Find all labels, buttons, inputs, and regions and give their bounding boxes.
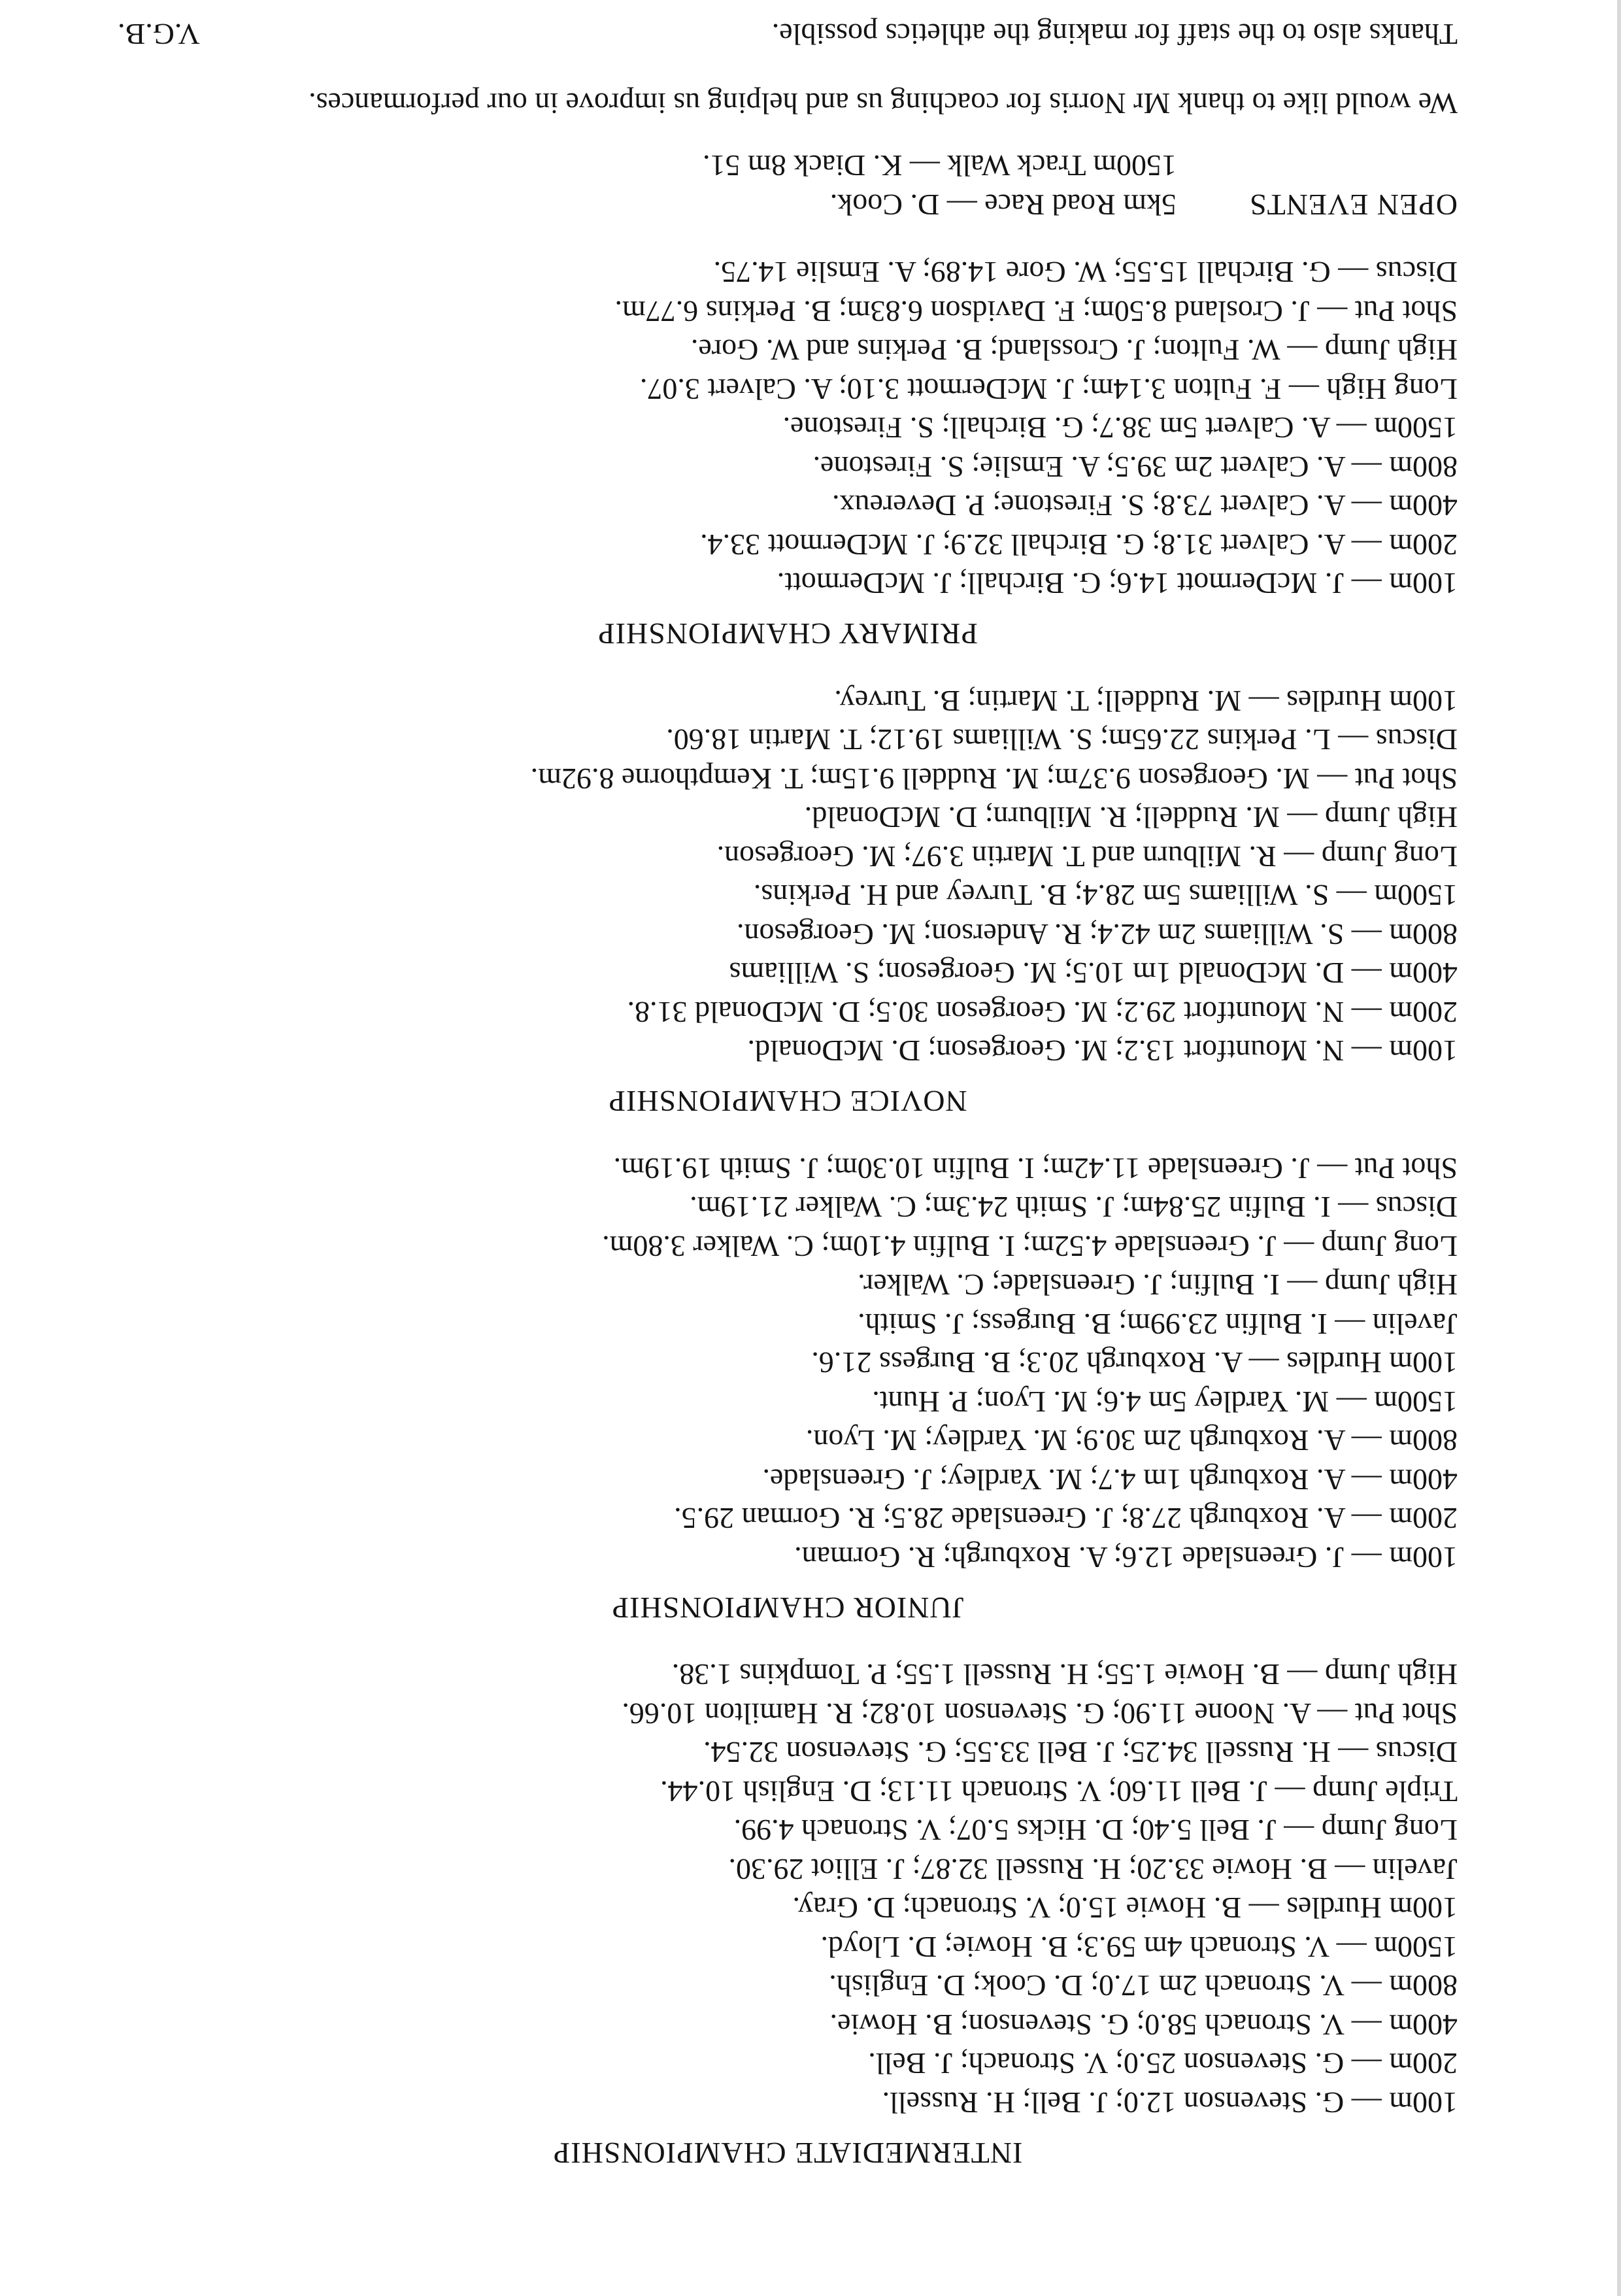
section-title: PRIMARY CHAMPIONSHIP (597, 617, 978, 651)
result-line: Long Jump — J. Greenslade 4.52m; I. Bulfin 4.10m; C. Walker 3.80m. (602, 1230, 1458, 1263)
result-line: 100m Hurdles — B. Howie 15.0; V. Stronach; D. Gray. (792, 1891, 1458, 1925)
result-line: Discus — I. Bulfin 25.84m; J. Smith 24.3m; C. Walker 21.19m. (690, 1190, 1458, 1224)
result-line: 200m — A. Roxburgh 27.8; J. Greenslade 28.5; R. Gorman 29.5. (674, 1502, 1458, 1536)
result-line: Discus — G. Birchall 15.55; W. Gore 14.89; A. Emslie 14.75. (713, 256, 1458, 290)
section-intermediate (118, 1655, 1458, 2172)
result-line: Shot Put — J. Greenslade 11.42m; I. Bulfin 10.30m; J. Smith 19.19m. (613, 1152, 1458, 1185)
open-event-road-race: 5km Road Race — D. Cook. (829, 188, 1177, 222)
acknowledgements (118, 15, 1458, 123)
results-document (118, 15, 1458, 2172)
result-line: Javelin — B. Howie 33.20; H. Russell 32.87; J. Elliot 29.30. (728, 1853, 1458, 1886)
result-line: 400m — A. Roxburgh 1m 4.7; M. Yardley; J. Greenslade. (762, 1463, 1458, 1496)
result-line: Long High — F. Fulton 3.14m; J. McDermott 3.10; A. Calvert 3.07. (639, 373, 1458, 406)
result-line: 100m — N. Mountfort 13.2; M. Georgeson; D. McDonald. (747, 1034, 1458, 1068)
result-line: Long Jump — J. Bell 5.40; D. Hicks 5.07; V. Stronach 4.99. (733, 1814, 1458, 1848)
result-line: Discus — L. Perkins 22.65m; S. Williams 19.12; T. Martin 18.60. (666, 723, 1458, 757)
section-title: INTERMEDIATE CHAMPIONSHIP (552, 2136, 1023, 2170)
result-line: High Jump — I. Bulfin; J. Greenslade; C. Walker. (858, 1268, 1458, 1302)
result-line: 800m — S. Williams 2m 42.4; R. Anderson; M. Georgeson. (736, 918, 1458, 951)
result-line: Long Jump — R. Milburn and T. Martin 3.97; M. Georgeson. (716, 840, 1458, 873)
result-line: 200m — A. Calvert 31.8; G. Birchall 32.9; J. McDermott 33.4. (700, 528, 1458, 562)
result-line: High Jump — W. Fulton; J. Crossland; B. Perkins and W. Gore. (690, 333, 1458, 367)
open-events-row (118, 186, 1458, 225)
result-line: 100m — G. Stevenson 12.0; J. Bell; H. Russell. (882, 2086, 1458, 2119)
result-line: 100m Hurdles — M. Ruddell; T. Martin; B. Turvey. (834, 684, 1458, 718)
result-line: Javelin — I. Bulfin 23.99m; B. Burgess; J. Smith. (858, 1308, 1458, 1341)
result-line: 400m — A. Calvert 73.8; S. Firestone; P. Devereux. (832, 489, 1458, 523)
thanks-coach: We would like to thank Mr Norris for coaching us and helping us improve in our performances. (309, 87, 1458, 120)
thanks-staff: Thanks also to the staff for making the athletics possible. (771, 18, 1458, 52)
section-title: NOVICE CHAMPIONSHIP (608, 1085, 967, 1119)
result-line: Shot Put — A. Noone 11.90; G. Stevenson 10.82; R. Hamilton 10.66. (622, 1697, 1458, 1730)
result-line: Discus — H. Russell 34.25; J. Bell 33.55; G. Stevenson 32.54. (703, 1736, 1458, 1770)
scan-edge-shadow (1617, 0, 1621, 2296)
thanks-staff-row (118, 15, 1458, 54)
result-line: Shot Put — M. Georgeson 9.37m; M. Ruddell 9.15m; T. Kempthorne 8.92m. (530, 762, 1458, 796)
section-title: JUNIOR CHAMPIONSHIP (611, 1591, 964, 1625)
result-line: 800m — A. Roxburgh 2m 30.9; M. Yardley; M. Lyon. (805, 1424, 1458, 1458)
result-line: 400m — V. Stronach 58.0; G. Stevenson; B. Howie. (829, 2008, 1458, 2042)
section-primary (118, 253, 1458, 653)
result-line: 800m — V. Stronach 2m 17.0; D. Cook; D. English. (829, 1969, 1458, 2003)
result-line: 400m — D. McDonald 1m 10.5; M. Georgeson; S. Williams (729, 956, 1458, 990)
result-line: 100m — J. Greenslade 12.6; A. Roxburgh; R. Gorman. (794, 1541, 1458, 1574)
open-event-track-walk: 1500m Track Walk — K. Diack 8m 51. (702, 149, 1177, 183)
result-line: 100m — J. McDermott 14.6; G. Birchall; J. McDermott. (777, 567, 1458, 601)
section-novice (118, 682, 1458, 1121)
result-line: 200m — G. Stevenson 25.0; V. Stronach; J. Bell. (868, 2047, 1458, 2081)
signature: V.G.B. (118, 18, 200, 52)
result-line: High Jump — M. Ruddell; R. Milburn; D. McDonald. (804, 801, 1458, 835)
result-line: Shot Put — J. Crosland 8.50m; F. Davidson 6.83m; B. Perkins 6.77m. (614, 295, 1458, 328)
result-line: High Jump — B. Howie 1.55; H. Russell 1.55; P. Tompkins 1.38. (671, 1658, 1458, 1692)
result-line: 1500m — V. Stronach 4m 59.3; B. Howie; D. Lloyd. (820, 1931, 1458, 1964)
section-junior (118, 1149, 1458, 1627)
result-line: 800m — A. Calvert 2m 39.5; A. Emslie; S. Firestone. (812, 450, 1458, 484)
result-line: 1500m — M. Yardley 5m 4.6; M. Lyon; P. Hunt. (872, 1385, 1458, 1419)
result-line: 1500m — S. Williams 5m 28.4; B. Turvey and H. Perkins. (753, 879, 1458, 913)
result-line: Triple Jump — J. Bell 11.60; V. Stronach 11.13; D. English 10.44. (660, 1775, 1458, 1808)
result-line: 1500m — A. Calvert 5m 38.7; G. Birchall; S. Firestone. (782, 411, 1458, 445)
result-line: 100m Hurdles — A. Roxburgh 20.3; B. Burgess 21.6. (811, 1346, 1458, 1380)
result-line: 200m — N. Mountfort 29.2; M. Georgeson 30.5; D. McDonald 31.8. (627, 996, 1458, 1029)
open-events-label: OPEN EVENTS (1249, 188, 1458, 222)
open-events (118, 146, 1458, 224)
